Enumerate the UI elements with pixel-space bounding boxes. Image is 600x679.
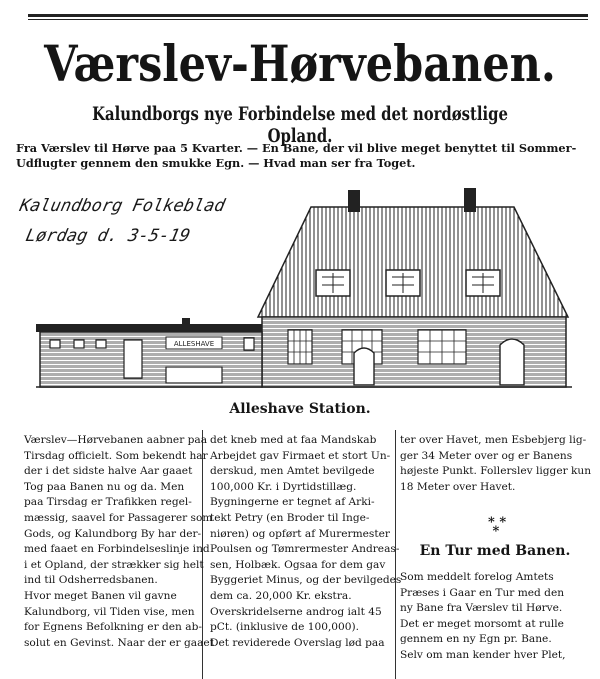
text-line: paa Tirsdag er Trafikken regel- <box>24 496 192 509</box>
text-line: Værslev—Hørvebanen aabner paa <box>24 434 208 446</box>
text-line: 18 Meter over Havet. <box>400 480 516 493</box>
text-line: Kalundborg, vil Tiden vise, men <box>24 605 195 618</box>
text-line: Selv om man kender hver Plet, <box>400 648 566 661</box>
section-stars: * * * <box>488 515 507 539</box>
text-line: Bygningerne er tegnet af Arki- <box>210 496 375 509</box>
text-line: mæssig, saavel for Passagerer som <box>24 511 213 524</box>
text-line: med faaet en Forbindelseslinje ind <box>24 543 210 556</box>
text-line: Poulsen og Tømrermester Andreas- <box>210 543 400 556</box>
main-roof <box>258 207 568 317</box>
lead-paragraph <box>16 141 590 171</box>
wing-wall <box>40 332 262 387</box>
text-line: Som meddelt forelog Amtets <box>400 571 554 583</box>
text-line: Tog paa Banen nu og da. Men <box>24 480 185 493</box>
subheadline: Kalundborgs nye Forbindelse med det nordøstlige Opland. <box>92 103 508 147</box>
text-line: derskud, men Amtet bevilgede <box>210 465 375 478</box>
text-line: Arbejdet gav Firmaet et stort Un- <box>210 449 391 462</box>
wing-door <box>124 340 142 378</box>
wing-roof <box>36 324 262 332</box>
text-line: tekt Petry (en Broder til Inge- <box>210 511 370 524</box>
text-line: for Egnens Befolkning er den ab- <box>24 621 202 634</box>
handwritten-source-note: Kalundborg Folkeblad <box>17 196 227 216</box>
text-line: Overskridelserne androg ialt 45 <box>210 605 382 618</box>
article-column-2 <box>210 433 402 651</box>
main-door <box>354 348 374 385</box>
handwritten-date-note: Lørdag d. 3-5-19 <box>23 226 192 246</box>
text-line: pCt. (inklusive de 100,000). <box>210 621 360 634</box>
text-line: ger 34 Meter over og er Banens <box>400 449 573 462</box>
text-line: Præses i Gaar en Tur med den <box>400 586 565 599</box>
text-line: ind til Odsherredsbanen. <box>24 574 158 587</box>
top-rule <box>28 14 588 20</box>
section-heading: En Tur med Banen. <box>419 543 571 559</box>
text-line: dem ca. 20,000 Kr. ekstra. <box>210 589 352 602</box>
text-line: højeste Punkt. Follerslev ligger kun <box>400 465 592 478</box>
article-column-3-bottom <box>400 570 590 664</box>
station-sign: ALLESHAVE <box>173 340 215 348</box>
article-column-1 <box>24 433 214 651</box>
article-column-3-top <box>400 433 590 495</box>
lead-line: Fra Værslev til Hørve paa 5 Kvarter. — En Bane, der vil blive meget benyttet til Sommer- <box>16 141 577 155</box>
dormer <box>316 270 500 296</box>
illustration-caption: Alleshave Station. <box>229 401 371 417</box>
side-door <box>500 339 524 385</box>
text-line: gennem en ny Egn pr. Bane. <box>400 633 552 646</box>
text-line: Byggeriet Minus, og der bevilgedes <box>210 574 402 587</box>
text-line: der i det sidste halve Aar gaaet <box>24 465 193 478</box>
text-line: det kneb med at faa Mandskab <box>210 434 377 446</box>
text-line: ter over Havet, men Esbebjerg lig- <box>400 434 587 446</box>
text-line: niøren) og opført af Murermester <box>210 527 390 540</box>
lead-line: Udflugter gennem den smukke Egn. — Hvad man ser fra Toget. <box>16 156 416 170</box>
text-line: solut en Gevinst. Naar der er gaaet <box>24 636 214 649</box>
text-line: 100,000 Kr. i Dyrtidstillæg. <box>210 480 357 493</box>
text-line: Det er meget morsomt at rulle <box>400 617 564 630</box>
text-line: i et Opland, der strækker sig helt <box>24 558 204 571</box>
text-line: Hvor meget Banen vil gavne <box>24 589 177 602</box>
text-line: Tirsdag officielt. Som bekendt har <box>24 449 208 462</box>
text-line: sen, Holbæk. Ogsaa for dem gav <box>210 558 386 571</box>
text-line: Gods, og Kalundborg By har der- <box>24 527 202 540</box>
text-line: ny Bane fra Værslev til Hørve. <box>400 602 563 615</box>
text-line: Det reviderede Overslag lød paa <box>210 636 385 649</box>
headline: Værslev-Hørvebanen. <box>44 34 556 93</box>
